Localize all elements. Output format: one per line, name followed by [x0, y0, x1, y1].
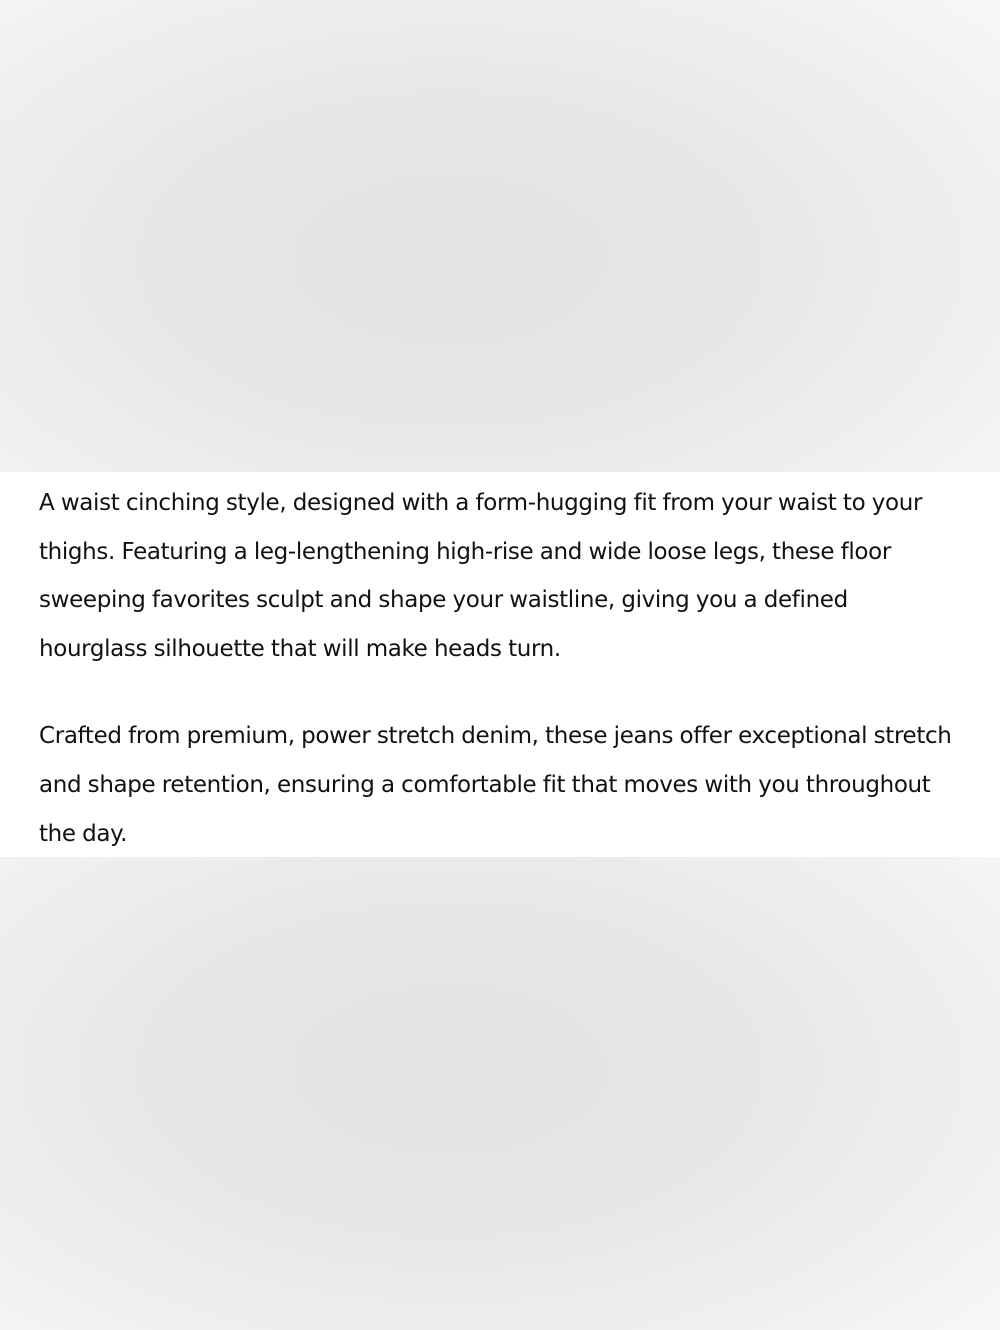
description-paragraph-1: A waist cinching style, designed with a form-hugging fit from your waist to your thighs. Featuring a leg-lengthening high-rise and wide loose legs, these floor sweeping favorites sculpt and shape your waistline, giving you a defined hourglass silhouette that will make heads turn. — [39, 490, 923, 662]
description-paragraph-2: Crafted from premium, power stretch denim, these jeans offer exceptional stretch and shape retention, ensuring a comfortable fit that moves with you throughout the day. — [39, 723, 952, 847]
product-description — [0, 472, 1000, 857]
product-image-top — [0, 0, 1000, 472]
product-image-bottom — [0, 857, 1000, 1330]
